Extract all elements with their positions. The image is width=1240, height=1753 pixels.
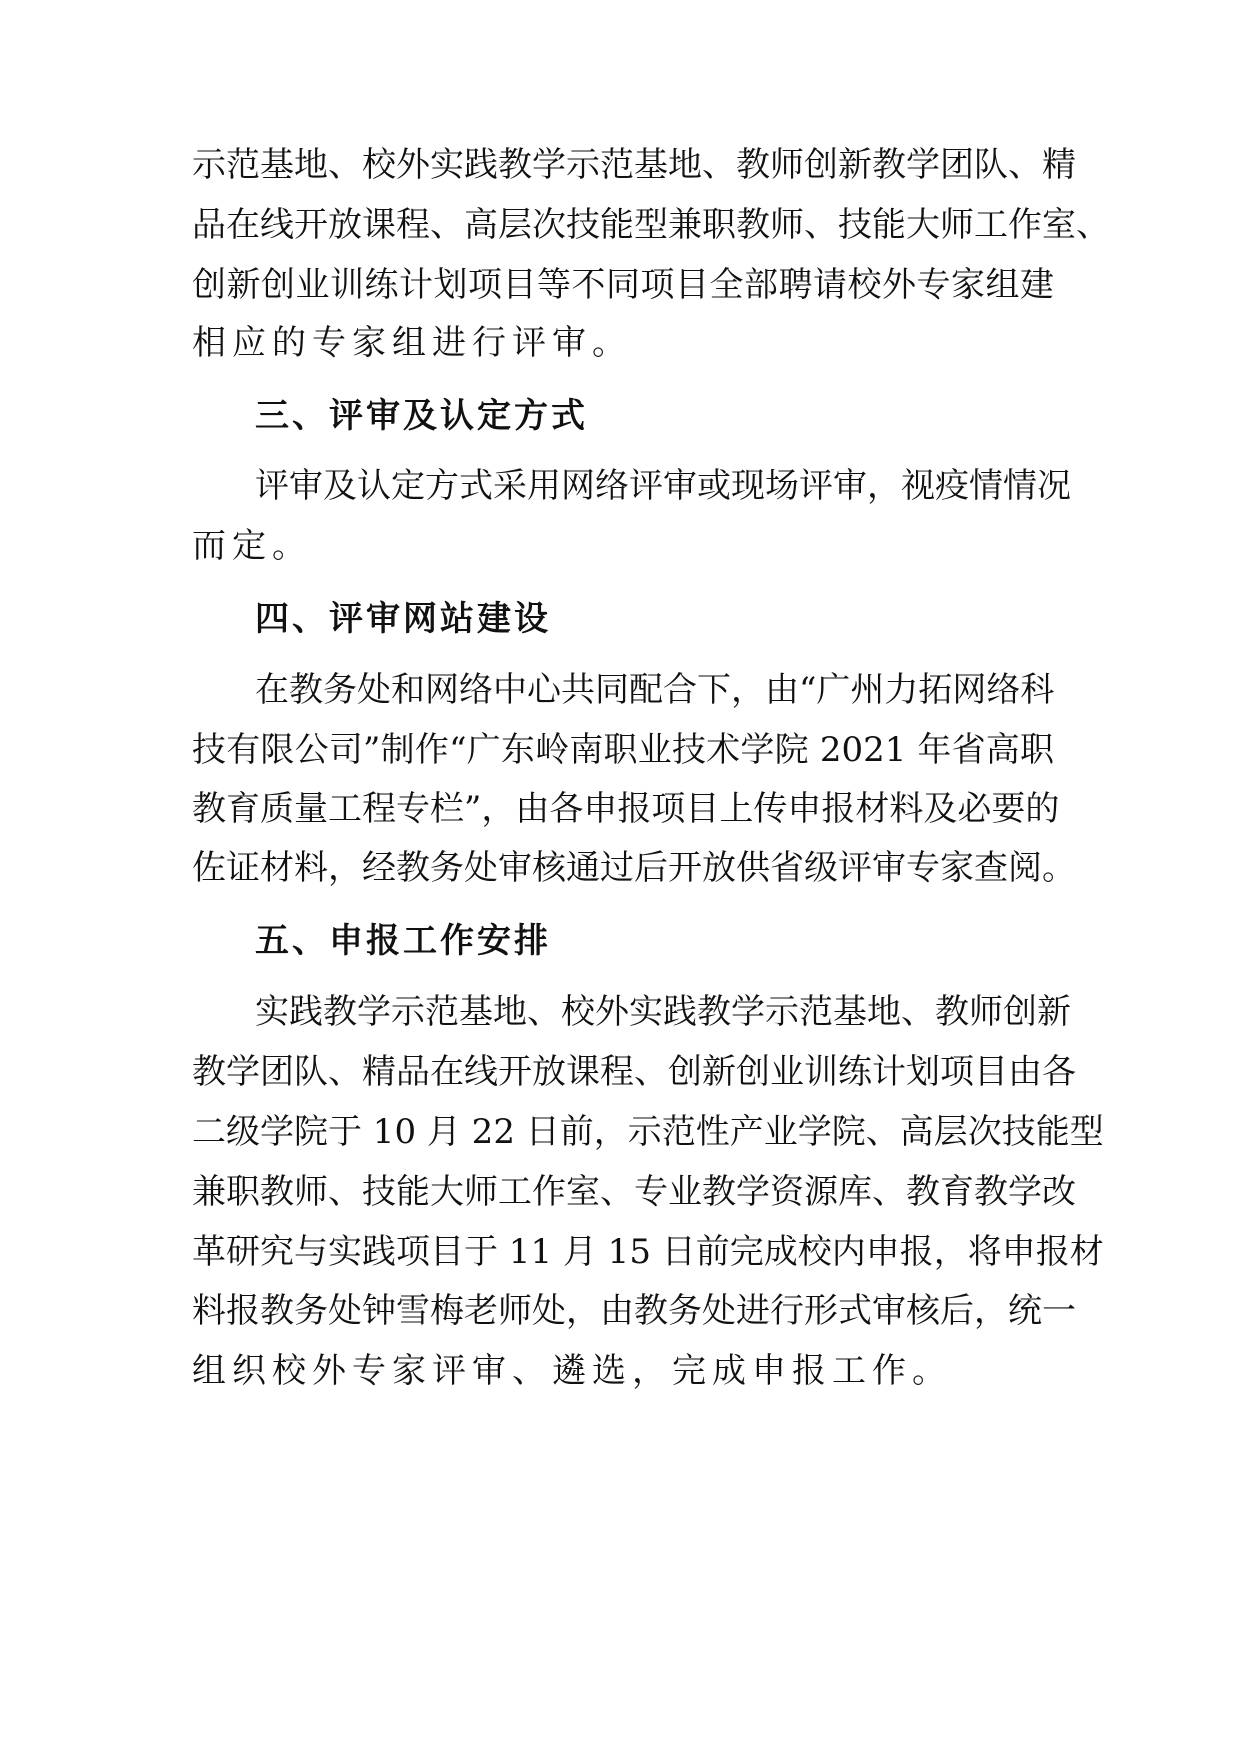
- paragraph-1-line-4: 相应的专家组进行评审。: [192, 323, 632, 363]
- paragraph-1-line-1: 示范基地、校外实践教学示范基地、教师创新教学团队、精: [192, 145, 1076, 185]
- section-3-line-1: 评审及认定方式采用网络评审或现场评审，视疫情情况: [255, 466, 1071, 506]
- section-5-line-1: 实践教学示范基地、校外实践教学示范基地、教师创新: [255, 992, 1071, 1032]
- section-3-line-2: 而定。: [192, 526, 312, 566]
- section-4-heading: 四、评审网站建设: [255, 599, 551, 639]
- section-4-line-3: 教育质量工程专栏”，由各申报项目上传申报材料及必要的: [192, 789, 1060, 829]
- section-5-line-3: 二级学院于 10 月 22 日前，示范性产业学院、高层次技能型: [192, 1112, 1104, 1152]
- section-5-line-2: 教学团队、精品在线开放课程、创新创业训练计划项目由各: [192, 1052, 1076, 1092]
- section-5-heading: 五、申报工作安排: [255, 921, 551, 961]
- section-5-line-4: 兼职教师、技能大师工作室、专业教学资源库、教育教学改: [192, 1172, 1076, 1212]
- section-4-line-1: 在教务处和网络中心共同配合下，由“广州力拓网络科: [255, 670, 1055, 710]
- paragraph-1-line-2: 品在线开放课程、高层次技能型兼职教师、技能大师工作室、: [192, 205, 1110, 245]
- section-5-line-5: 革研究与实践项目于 11 月 15 日前完成校内申报，将申报材: [192, 1232, 1104, 1272]
- section-3-heading: 三、评审及认定方式: [255, 396, 588, 436]
- section-5-line-7: 组织校外专家评审、遴选，完成申报工作。: [192, 1351, 952, 1391]
- paragraph-1-line-3: 创新创业训练计划项目等不同项目全部聘请校外专家组建: [192, 265, 1054, 305]
- section-4-line-4: 佐证材料，经教务处审核通过后开放供省级评审专家查阅。: [192, 848, 1076, 888]
- section-4-line-2: 技有限公司”制作“广东岭南职业技术学院 2021 年省高职: [192, 730, 1054, 770]
- section-5-line-6: 料报教务处钟雪梅老师处，由教务处进行形式审核后，统一: [192, 1291, 1076, 1331]
